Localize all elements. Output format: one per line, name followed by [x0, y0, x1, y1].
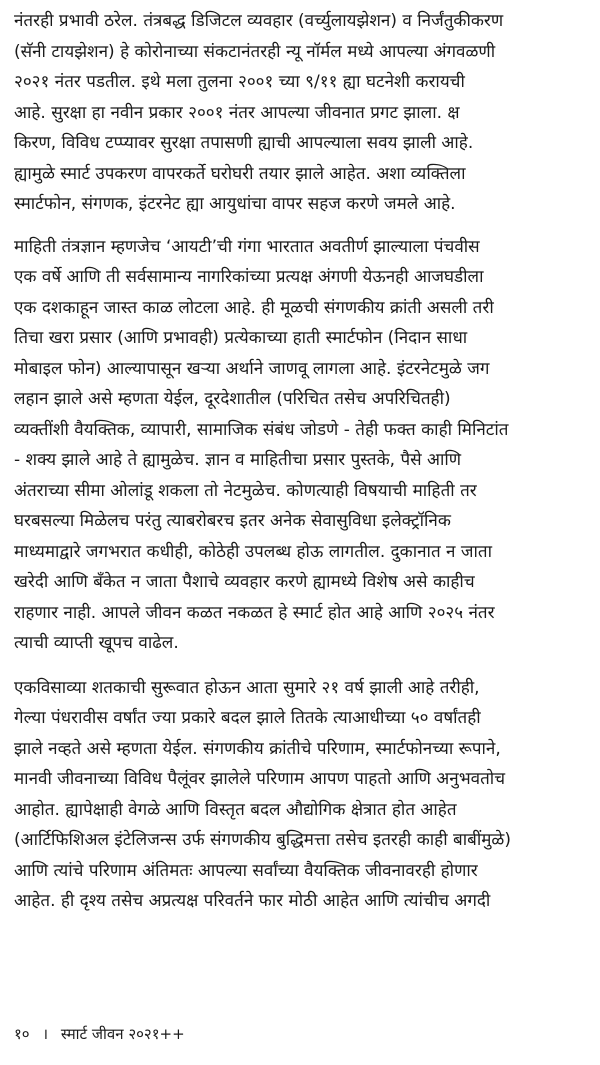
page-number: १० — [14, 1025, 30, 1043]
text-line: नंतरही प्रभावी ठरेल. तंत्रबद्ध डिजिटल व्यवहार (वर्च्युलायझेशन) व निर्जंतुकीकरण — [14, 11, 504, 31]
page-body — [14, 6, 592, 917]
text-line: अंतराच्या सीमा ओलांडू शकला तो नेटमुळेच. कोणत्याही विषयाची माहिती तर — [14, 480, 477, 501]
book-title: स्मार्ट जीवन २०२१++ — [60, 1025, 185, 1043]
text-line: एकविसाव्या शतकाची सुरूवात होऊन आता सुमारे २१ वर्ष झाली आहे तरीही, — [14, 677, 480, 698]
text-line: राहणार नाही. आपले जीवन कळत नकळत हे स्मार्ट होत आहे आणि २०२५ नंतर — [14, 602, 495, 623]
text-line: त्याची व्याप्ती खूपच वाढेल. — [14, 633, 179, 653]
text-line: मोबाइल फोन) आल्यापासून खऱ्या अर्थाने जाणवू लागला आहे. इंटरनेटमुळे जग — [14, 358, 490, 379]
page-footer — [14, 1024, 185, 1044]
text-line: गेल्या पंधरावीस वर्षांत ज्या प्रकारे बदल झाले तितके त्याआधीच्या ५० वर्षांतही — [14, 708, 481, 728]
text-line: (सॅनी टायझेशन) हे कोरोनाच्या संकटानंतरही न्यू नॉर्मल मध्ये आपल्या अंगवळणी — [14, 41, 496, 62]
text-line: आहेत. ही दृश्य तसेच अप्रत्यक्ष परिवर्तने फार मोठी आहेत आणि त्यांचीच अगदी — [14, 891, 491, 911]
text-line: एक दशकाहून जास्त काळ लोटला आहे. ही मूळची संगणकीय क्रांती असली तरी — [14, 297, 494, 318]
text-line: ह्यामुळे स्मार्ट उपकरण वापरकर्ते घरोघरी तयार झाले आहेत. अशा व्यक्तिला — [14, 163, 466, 184]
text-line: झाले नव्हते असे म्हणता येईल. संगणकीय क्रांतीचे परिणाम, स्मार्टफोनच्या रूपाने, — [14, 738, 501, 759]
paragraph-1 — [14, 6, 592, 220]
text-line: घरबसल्या मिळेलच परंतु त्याबरोबरच इतर अनेक सेवासुविधा इलेक्ट्रॉनिक — [14, 511, 451, 531]
text-line: (आर्टिफिशिअल इंटेलिजन्स उर्फ संगणकीय बुद्धिमत्ता तसेच इतरही काही बाबींमुळे) — [14, 830, 511, 850]
text-line: - शक्य झाले आहे ते ह्यामुळेच. ज्ञान व माहितीचा प्रसार पुस्तके, पैसे आणि — [14, 450, 462, 470]
text-line: किरण, विविध टप्प्यावर सुरक्षा तपासणी ह्याची आपल्याला सवय झाली आहे. — [14, 133, 474, 153]
text-line: तिचा खरा प्रसार (आणि प्रभावही) प्रत्येकाच्या हाती स्मार्टफोन (निदान साधा — [14, 328, 468, 348]
text-line: आणि त्यांचे परिणाम अंतिमतः आपल्या सर्वांच्या वैयक्तिक जीवनावरही होणार — [14, 860, 478, 881]
text-line: एक वर्षे आणि ती सर्वसामान्य नागरिकांच्या प्रत्यक्ष अंगणी येऊनही आजघडीला — [14, 267, 484, 287]
text-line: २०२१ नंतर पडतील. इथे मला तुलना २००१ च्या ९/११ ह्या घटनेशी करायची — [14, 72, 465, 92]
paragraph-3 — [14, 673, 592, 917]
text-line: स्मार्टफोन, संगणक, इंटरनेट ह्या आयुधांचा वापर सहज करणे जमले आहे. — [14, 194, 456, 214]
paragraph-2 — [14, 232, 592, 659]
text-line: मानवी जीवनाच्या विविध पैलूंवर झालेले परिणाम आपण पाहतो आणि अनुभवतोच — [14, 769, 506, 789]
text-line: लहान झाले असे म्हणता येईल, दूरदेशातील (परिचित तसेच अपरिचितही) — [14, 389, 451, 409]
text-line: खरेदी आणि बँकेत न जाता पैशाचे व्यवहार करणे ह्यामध्ये विशेष असे काहीच — [14, 572, 475, 592]
text-line: माध्यमाद्वारे जगभरात कधीही, कोठेही उपलब्ध होऊ लागतील. दुकानात न जाता — [14, 541, 492, 562]
footer-separator: । — [42, 1025, 49, 1043]
text-line: माहिती तंत्रज्ञान म्हणजेच ‘आयटी’ची गंगा भारतात अवतीर्ण झाल्याला पंचवीस — [14, 236, 480, 257]
text-line: व्यक्तींशी वैयक्तिक, व्यापारी, सामाजिक संबंध जोडणे - तेही फक्त काही मिनिटांत — [14, 419, 509, 440]
text-line: आहे. सुरक्षा हा नवीन प्रकार २००१ नंतर आपल्या जीवनात प्रगट झाला. क्ष — [14, 102, 460, 123]
text-line: आहोत. ह्यापेक्षाही वेगळे आणि विस्तृत बदल औद्योगिक क्षेत्रात होत आहेत — [14, 799, 457, 820]
